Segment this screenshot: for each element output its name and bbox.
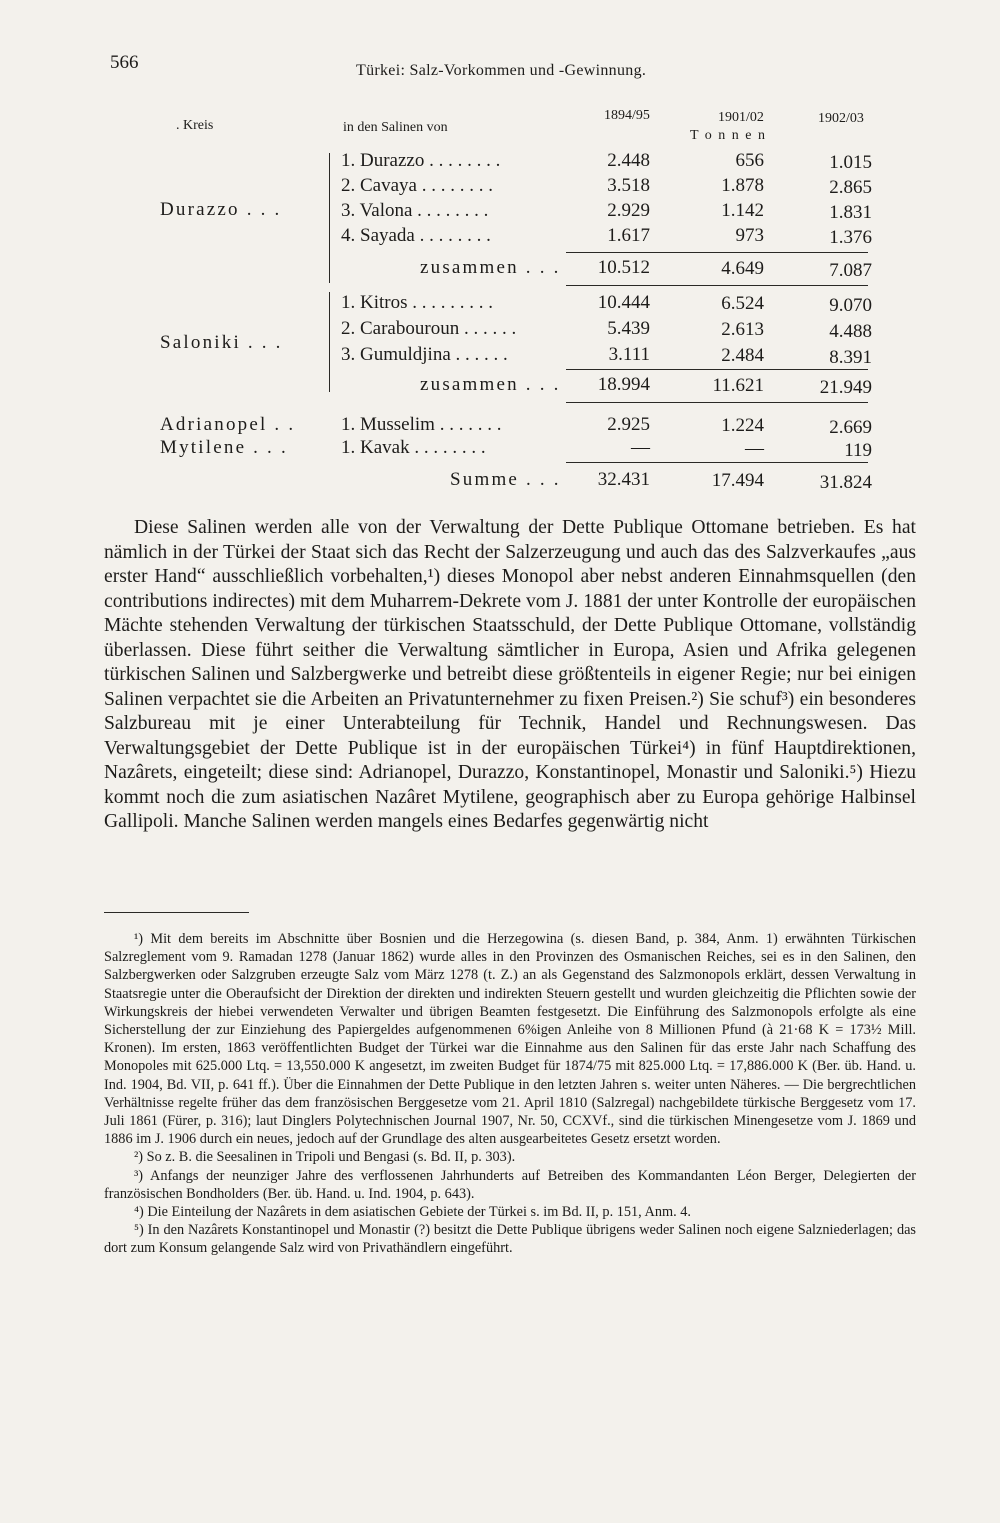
value-1902: 31.824: [819, 472, 872, 493]
value-1902: 21.949: [819, 377, 872, 398]
value-1901: 1.142: [721, 200, 764, 221]
section-rule: [566, 285, 868, 286]
saline-name: 2. Carabouroun . . . . . .: [341, 318, 517, 339]
saline-name: 1. Durazzo . . . . . . . .: [341, 150, 501, 171]
body-text: [104, 516, 916, 835]
value-1894: 10.512: [597, 257, 650, 278]
value-1902: 4.488: [829, 321, 872, 342]
page-number: 566: [110, 52, 139, 73]
brace-saloniki: [329, 292, 330, 392]
column-header-1894: 1894/95: [604, 108, 650, 123]
value-1901: 17.494: [711, 470, 764, 491]
value-1901: 2.484: [721, 345, 764, 366]
total-label: Summe . . .: [450, 469, 561, 490]
value-1901: 11.621: [712, 375, 764, 396]
value-1894: 3.518: [607, 175, 650, 196]
value-1901: 6.524: [721, 293, 764, 314]
value-1902: 119: [844, 440, 872, 461]
subtotal-label: zusammen . . .: [420, 257, 561, 278]
value-1901: 1.224: [721, 415, 764, 436]
value-1902: 1.015: [829, 152, 872, 173]
value-1894: 2.925: [607, 414, 650, 435]
subtotal-label: zusammen . . .: [420, 374, 561, 395]
footnotes: [104, 930, 916, 1258]
sum-rule: [566, 252, 868, 253]
value-1901: 1.878: [721, 175, 764, 196]
value-1894: 2.448: [607, 150, 650, 171]
column-header-1901: 1901/02: [718, 110, 764, 125]
sum-rule: [566, 369, 868, 370]
value-1901: 973: [735, 225, 764, 246]
section-rule: [566, 402, 868, 403]
value-1901: 656: [735, 150, 764, 171]
value-1901: —: [745, 438, 764, 459]
value-1902: 1.376: [829, 227, 872, 248]
value-1894: 5.439: [607, 318, 650, 339]
region-adrianopel: Adrianopel . .: [160, 414, 296, 435]
footnote-4: ⁴) Die Einteilung der Nazârets in dem asiatischen Gebiete der Türkei s. im Bd. II, p. 151, Anm. 4.: [134, 1204, 691, 1221]
value-1894: —: [631, 437, 650, 458]
region-saloniki: Saloniki . . .: [160, 332, 283, 353]
value-1901: 2.613: [721, 319, 764, 340]
value-1902: 2.669: [829, 417, 872, 438]
value-1902: 1.831: [829, 202, 872, 223]
value-1902: 2.865: [829, 177, 872, 198]
value-1894: 2.929: [607, 200, 650, 221]
value-1902: 9.070: [829, 295, 872, 316]
column-header-kreis: . Kreis: [176, 118, 214, 133]
value-1902: 7.087: [829, 260, 872, 281]
region-mytilene: Mytilene . . .: [160, 437, 288, 458]
saline-name: 3. Valona . . . . . . . .: [341, 200, 489, 221]
value-1894: 1.617: [607, 225, 650, 246]
saline-name: 4. Sayada . . . . . . . .: [341, 225, 491, 246]
value-1894: 10.444: [597, 292, 650, 313]
brace-durazzo: [329, 153, 330, 283]
column-header-1902: 1902/03: [818, 111, 864, 126]
saline-name: 1. Musselim . . . . . . .: [341, 414, 502, 435]
unit-label: T o n n e n: [690, 128, 767, 143]
sum-rule: [566, 462, 868, 463]
value-1894: 32.431: [597, 469, 650, 490]
footnote-5: ⁵) In den Nazârets Konstantinopel und Monastir (?) besitzt die Dette Publique übrigens weder Salinen noch eigene Salzniederlagen; das dort zum Konsum gelangende Salz wird von Privathändlern eingeführt.: [104, 1222, 916, 1257]
saline-name: 1. Kitros . . . . . . . . .: [341, 292, 493, 313]
footnote-3: ³) Anfangs der neunziger Jahre des verflossenen Jahrhunderts auf Betreiben des Kommandanten Léon Berger, Delegierten der französischen Bondholders (Ber. üb. Hand. u. Ind. 1904, p. 643).: [104, 1167, 916, 1202]
saline-name: 2. Cavaya . . . . . . . .: [341, 175, 493, 196]
footnote-1: ¹) Mit dem bereits im Abschnitte über Bosnien und die Herzegowina (s. diesen Band, p. 384, Anm. 1) erwähnten Türkischen Salzreglement vom 9. Ramadan 1278 (Januar 1862) wurde alles in den Provinzen des Osmanischen Reiches, sei es in den Salinen, den Salzbergwerken oder Salzgruben erzeugte Salz vom März 1278 (t. Z.) an als Gegenstand des Salzmonopols erklärt, dessen Verwaltung in Staatsregie unter die Oberaufsicht der Direktion der direkten und indirekten Steuern gestellt und wurden gleichzeitig die Pflichten sowie der Wirkungskreis der hiebei verwendeten Verwalter und übrigen Beamten festgesetzt. Die Einführung des Salzmonopols erfolgte als eine Sicherstellung der zur Einziehung des Papiergeldes aufgenommenen 6%igen Anleihe von 8 Millionen Pfund (à 21·68 K = 173½ Mill. Kronen). Im ersten, 1863 veröffentlichten Budget der Türkei war die Einnahme aus den Salinen für das erste Jahr nach Schaffung des Monopoles mit 625.000 Ltq. = 13,550.000 K angesetzt, im zweiten Budget für 1874/75 mit 825.000 Ltq. = 17,886.000 K (Ber. üb. Hand. u. Ind. 1904, Bd. VII, p. 641 ff.). Über die Einnahmen der Dette Publique in den letzten Jahren s. weiter unten Näheres. — Die bergrechtlichen Verhältnisse regelte früher das dem französischen Berggesetze vom 21. April 1810 (Salzregal) nachgebildete türkische Berggesetz vom 17. Juli 1861 (Fürer, p. 316); laut Dinglers Polytechnischen Journal 1907, Nr. 50, CCXVf., sind die türkischen Minengesetze vom J. 1869 und 1886 im J. 1906 durch ein neues, jedoch auf der Grundlage des alten ausgearbeitetes Gesetz ersetzt worden.: [104, 931, 916, 1148]
value-1901: 4.649: [721, 258, 764, 279]
saline-name: 3. Gumuldjina . . . . . .: [341, 344, 508, 365]
region-durazzo: Durazzo . . .: [160, 199, 282, 220]
running-title: Türkei: Salz-Vorkommen und -Gewinnung.: [356, 62, 647, 79]
footnote-2: ²) So z. B. die Seesalinen in Tripoli und Bengasi (s. Bd. II, p. 303).: [134, 1149, 516, 1166]
value-1902: 8.391: [829, 347, 872, 368]
paragraph: Diese Salinen werden alle von der Verwaltung der Dette Publique Ottomane betrieben. Es hat nämlich in der Türkei der Staat sich das Recht der Salzerzeugung und auch das des Salzverkaufes „aus erster Hand“ ausschließlich vorbehalten,¹) dieses Monopol aber nebst anderen Einnahmsquellen (den contributions indirectes) mit dem Muharrem-Dekrete vom J. 1881 der unter Kontrolle der europäischen Mächte stehenden Verwaltung der türkischen Staatsschuld, der Dette Publique Ottomane, vollständig überlassen. Diese führt seither die Verwaltung sämtlicher in Europa, Asien und Afrika gelegenen türkischen Salinen und Salzbergwerke und betreibt diese größtenteils in eigener Regie; nur bei einigen Salinen verpachtet sie die Arbeiten an Privatunternehmer zu fixen Preisen.²) Sie schuf³) ein besonderes Salzbureau mit je einer Unterabteilung für Technik, Handel und Rechnungswesen. Das Verwaltungsgebiet der Dette Publique ist in der europäischen Türkei⁴) in fünf Hauptdirektionen, Nazârets, eingeteilt; diese sind: Adrianopel, Durazzo, Konstantinopel, Monastir und Saloniki.⁵) Hiezu kommt noch die zum asiatischen Nazâret Mytilene, geographisch aber zu Europa gehörige Halbinsel Gallipoli. Manche Salinen werden mangels eines Bedarfes gegenwärtig nicht: [104, 517, 916, 832]
value-1894: 3.111: [608, 344, 650, 365]
saline-name: 1. Kavak . . . . . . . .: [341, 437, 486, 458]
value-1894: 18.994: [597, 374, 650, 395]
column-header-salinen: in den Salinen von: [343, 120, 448, 135]
footnote-rule: [104, 912, 249, 913]
